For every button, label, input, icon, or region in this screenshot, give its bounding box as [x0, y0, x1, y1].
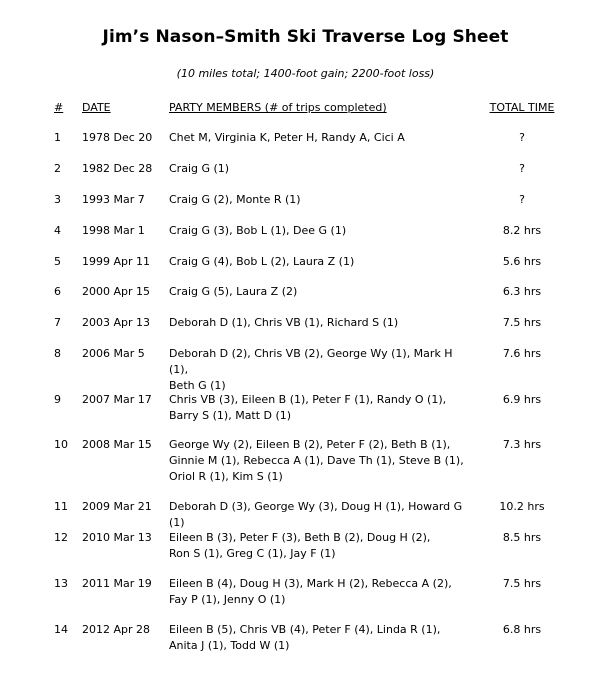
row-number: 3 — [54, 193, 61, 206]
row-total-time: 5.6 hrs — [502, 255, 542, 268]
row-party-members — [169, 284, 469, 300]
row-date: 1978 Dec 20 — [82, 131, 153, 144]
row-party-members — [169, 192, 469, 208]
party-line: George Wy (2), Eileen B (2), Peter F (2), Beth B (1), — [169, 438, 451, 451]
party-line: Beth G (1) — [169, 379, 226, 392]
row-party-members — [169, 223, 469, 239]
row-party-members — [169, 315, 469, 331]
row-number: 8 — [54, 347, 61, 360]
header-time: TOTAL TIME — [489, 101, 555, 114]
party-line: Eileen B (5), Chris VB (4), Peter F (4), Linda R (1), — [169, 623, 441, 636]
party-line: Deborah D (2), Chris VB (2), George Wy (1), Mark H (1), — [169, 347, 453, 376]
party-line: Chris VB (3), Eileen B (1), Peter F (1), Randy O (1), — [169, 393, 447, 406]
row-total-time: 8.5 hrs — [502, 531, 542, 544]
party-line: Ginnie M (1), Rebecca A (1), Dave Th (1), Steve B (1), — [169, 454, 464, 467]
row-party-members — [169, 576, 469, 608]
row-date: 2009 Mar 21 — [82, 500, 152, 513]
row-date: 1998 Mar 1 — [82, 224, 145, 237]
row-date: 2003 Apr 13 — [82, 316, 151, 329]
party-line: Ron S (1), Greg C (1), Jay F (1) — [169, 547, 336, 560]
row-number: 5 — [54, 255, 61, 268]
row-number: 12 — [54, 531, 68, 544]
row-party-members — [169, 499, 469, 531]
row-date: 2010 Mar 13 — [82, 531, 152, 544]
header-num: # — [54, 101, 64, 114]
row-number: 7 — [54, 316, 61, 329]
row-party-members — [169, 161, 469, 177]
row-party-members — [169, 392, 469, 424]
row-date: 2012 Apr 28 — [82, 623, 151, 636]
party-line: Oriol R (1), Kim S (1) — [169, 470, 283, 483]
party-line: Eileen B (4), Doug H (3), Mark H (2), Rebecca A (2), — [169, 577, 452, 590]
page-title: Jim’s Nason–Smith Ski Traverse Log Sheet — [102, 27, 509, 47]
party-line: Deborah D (3), George Wy (3), Doug H (1), Howard G (1) — [169, 500, 463, 529]
row-date: 1982 Dec 28 — [82, 162, 153, 175]
row-number: 2 — [54, 162, 61, 175]
row-number: 1 — [54, 131, 61, 144]
row-total-time: 7.5 hrs — [502, 577, 542, 590]
row-date: 2007 Mar 17 — [82, 393, 152, 406]
row-date: 2008 Mar 15 — [82, 438, 152, 451]
row-date: 1999 Apr 11 — [82, 255, 151, 268]
row-total-time: 8.2 hrs — [502, 224, 542, 237]
row-total-time: ? — [519, 162, 525, 175]
row-total-time: 10.2 hrs — [499, 500, 545, 513]
row-total-time: 7.3 hrs — [502, 438, 542, 451]
row-party-members — [169, 437, 469, 485]
header-date: DATE — [82, 101, 111, 114]
party-line: Anita J (1), Todd W (1) — [169, 639, 290, 652]
row-total-time: ? — [519, 131, 525, 144]
row-number: 4 — [54, 224, 61, 237]
row-date: 2006 Mar 5 — [82, 347, 145, 360]
party-line: Craig G (2), Monte R (1) — [169, 193, 301, 206]
row-total-time: 6.3 hrs — [502, 285, 542, 298]
row-total-time: ? — [519, 193, 525, 206]
row-party-members — [169, 530, 469, 562]
row-total-time: 7.5 hrs — [502, 316, 542, 329]
row-party-members — [169, 346, 469, 394]
row-party-members — [169, 130, 469, 146]
row-number: 6 — [54, 285, 61, 298]
row-date: 2000 Apr 15 — [82, 285, 151, 298]
row-date: 2011 Mar 19 — [82, 577, 152, 590]
row-total-time: 6.8 hrs — [502, 623, 542, 636]
party-line: Craig G (4), Bob L (2), Laura Z (1) — [169, 255, 355, 268]
row-total-time: 7.6 hrs — [502, 347, 542, 360]
party-line: Deborah D (1), Chris VB (1), Richard S (1) — [169, 316, 399, 329]
party-line: Barry S (1), Matt D (1) — [169, 409, 292, 422]
row-party-members — [169, 622, 469, 654]
page-subtitle: (10 miles total; 1400-foot gain; 2200-foot loss) — [176, 67, 435, 80]
row-number: 9 — [54, 393, 61, 406]
row-number: 11 — [54, 500, 68, 513]
party-line: Craig G (3), Bob L (1), Dee G (1) — [169, 224, 347, 237]
party-line: Chet M, Virginia K, Peter H, Randy A, Cici A — [169, 131, 405, 144]
party-line: Eileen B (3), Peter F (3), Beth B (2), Doug H (2), — [169, 531, 431, 544]
row-party-members — [169, 254, 469, 270]
row-total-time: 6.9 hrs — [502, 393, 542, 406]
row-date: 1993 Mar 7 — [82, 193, 145, 206]
row-number: 14 — [54, 623, 68, 636]
row-number: 10 — [54, 438, 68, 451]
header-party: PARTY MEMBERS (# of trips completed) — [169, 101, 387, 114]
party-line: Fay P (1), Jenny O (1) — [169, 593, 286, 606]
row-number: 13 — [54, 577, 68, 590]
party-line: Craig G (1) — [169, 162, 230, 175]
party-line: Craig G (5), Laura Z (2) — [169, 285, 298, 298]
